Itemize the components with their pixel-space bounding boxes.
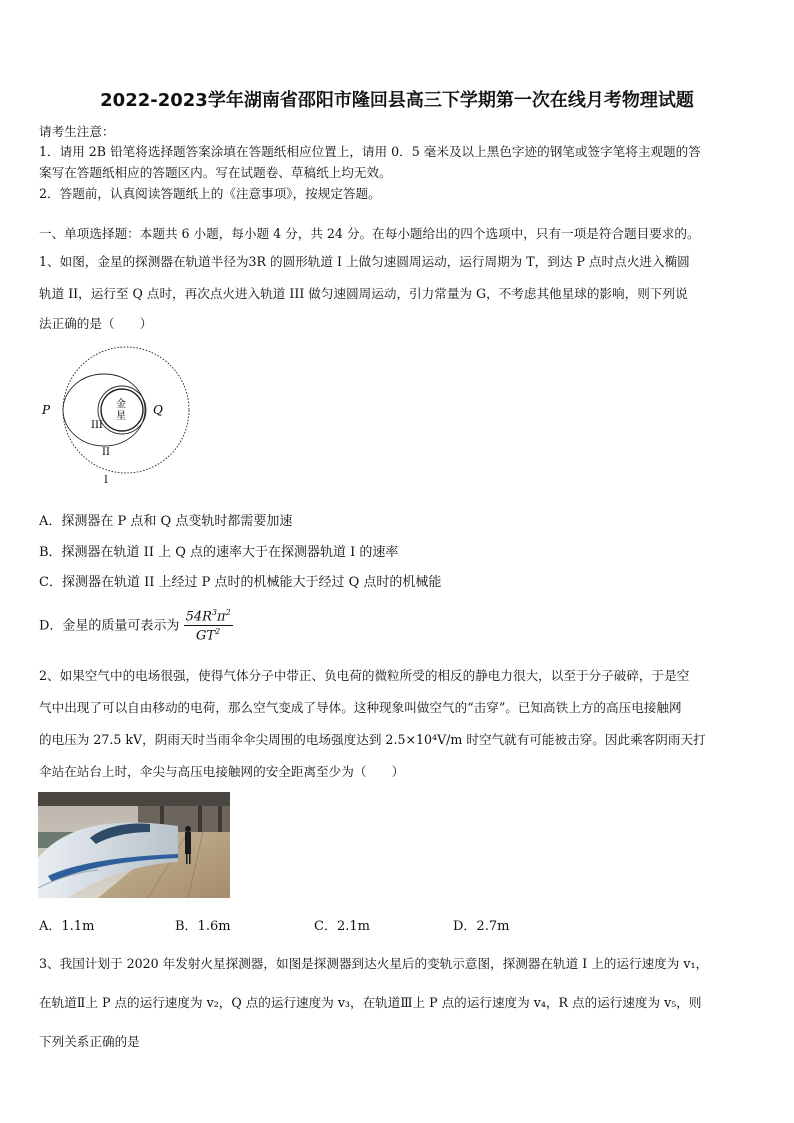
train-platform-photo (38, 792, 230, 898)
q2-option-a: A．1.1m (39, 919, 95, 934)
q2-option-b: B．1.6m (175, 919, 231, 934)
passenger-figure (185, 832, 191, 854)
label-ii: II (102, 447, 110, 458)
label-q: Q (153, 403, 163, 417)
q1-line-1: 1、如图，金星的探测器在轨道半径为3R 的圆形轨道 I 上做匀速圆周运动，运行周期为 T，到达 P 点时点火进入椭圆 (39, 254, 690, 269)
q2-line-1: 2、如果空气中的电场很强，使得气体分子中带正、负电荷的微粒所受的相反的静电力很大，以至于分子破碎，于是空 (39, 668, 690, 683)
q2-line-4: 伞站在站台上时，伞尖与高压电接触网的安全距离至少为（ ） (39, 764, 405, 779)
orbit-iii (98, 386, 146, 434)
q2-line-3: 的电压为 27.5 kV，阴雨天时当雨伞伞尖周围的电场强度达到 2.5×10⁴V/m 时空气就有可能被击穿。因此乘客阴雨天打 (39, 732, 706, 747)
notice-heading: 请考生注意： (39, 124, 115, 139)
q1-option-d (39, 608, 233, 644)
mass-fraction (184, 608, 233, 644)
orbit-i (63, 347, 189, 473)
orbit-ii (63, 374, 145, 446)
q1-option-a: A．探测器在 P 点和 Q 点变轨时都需要加速 (39, 514, 293, 529)
fraction-denominator: $GT^2$ (196, 627, 221, 644)
label-i: I (104, 475, 108, 486)
q1-option-b: B．探测器在轨道 II 上 Q 点的速率大于在探测器轨道 I 的速率 (39, 545, 399, 560)
label-iii: III (91, 420, 103, 431)
q1-line-3: 法正确的是（ ） (39, 316, 153, 331)
label-p: P (42, 403, 51, 417)
q3-line-3: 下列关系正确的是 (39, 1034, 140, 1049)
q3-line-2: 在轨道Ⅱ上 P 点的运行速度为 v₂，Q 点的运行速度为 v₃，在轨道Ⅲ上 P 点的运行速度为 v₄，R 点的运行速度为 v₅，则 (39, 995, 702, 1010)
section-header: 一、单项选择题：本题共 6 小题，每小题 4 分，共 24 分。在每小题给出的四个选项中，只有一项是符合题目要求的。 (39, 226, 700, 241)
page-title: 2022-2023学年湖南省邵阳市隆回县高三下学期第一次在线月考物理试题 (100, 90, 694, 111)
notice-item-2: 2．答题前，认真阅读答题纸上的《注意事项》，按规定答题。 (39, 186, 381, 201)
q2-option-d: D．2.7m (453, 919, 510, 934)
q2-option-c: C．2.1m (314, 919, 370, 934)
q3-line-1: 3、我国计划于 2020 年发射火星探测器，如图是探测器到达火星后的变轨示意图，探测器在轨道 I 上的运行速度为 v₁， (39, 956, 709, 971)
planet-char-1: 金 (116, 399, 126, 410)
q2-line-2: 气中出现了可以自由移动的电荷，那么空气变成了导体。这种现象叫做空气的“击穿”。已知高铁上方的高压电接触网 (39, 700, 682, 715)
q1-option-d-prefix: D．金星的质量可表示为 (39, 618, 180, 634)
fraction-numerator: $54R^3\pi^2$ (185, 608, 231, 625)
planet-char-2: 星 (116, 411, 126, 422)
notice-item-1-line-1: 1．请用 2B 铅笔将选择题答案涂填在答题纸相应位置上，请用 0．5 毫米及以上黑色字迹的钢笔或签字笔将主观题的答 (39, 144, 701, 159)
venus-planet (101, 389, 143, 431)
notice-item-1-line-2: 案写在答题纸相应的答题区内。写在试题卷、草稿纸上均无效。 (39, 165, 392, 180)
q1-line-2: 轨道 II，运行至 Q 点时，再次点火进入轨道 III 做匀速圆周运动，引力常量为 G，不考虑其他星球的影响，则下列说 (39, 286, 688, 301)
q1-option-c: C．探测器在轨道 II 上经过 P 点时的机械能大于经过 Q 点时的机械能 (39, 575, 442, 590)
orbit-diagram (36, 340, 196, 490)
